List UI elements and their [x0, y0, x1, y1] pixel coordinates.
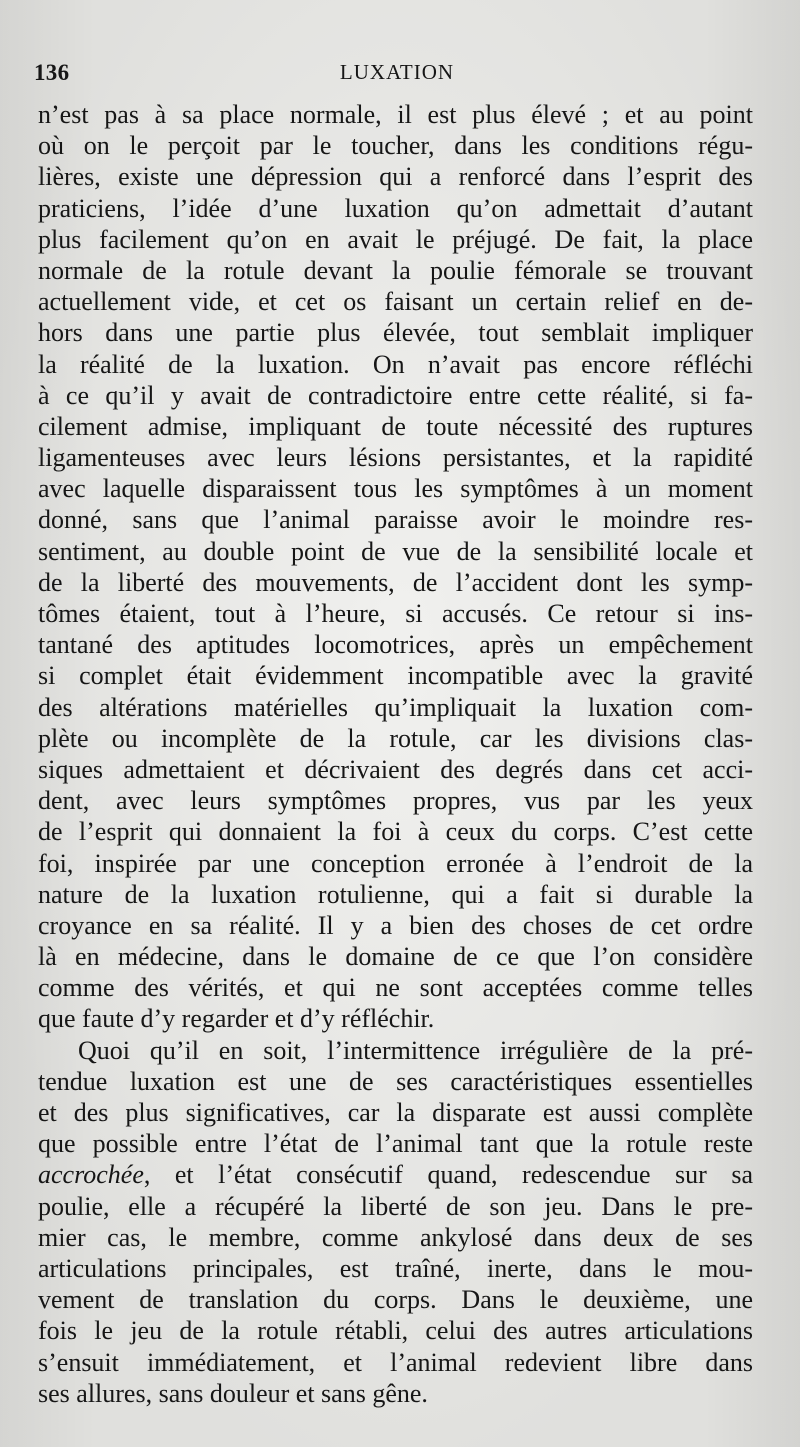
text-line: que faute d’y regarder et d’y réfléchir. — [38, 1004, 435, 1034]
text-line: ses allures, sans douleur et sans gêne. — [38, 1378, 428, 1408]
text-line: hors dans une partie plus élevée, tout semblait impliquer — [38, 318, 753, 348]
running-title: LUXATION — [339, 60, 455, 84]
text-line: donné, sans que l’animal paraisse avoir le moindre res- — [38, 505, 753, 535]
text-line: la réalité de la luxation. On n’avait pas encore réfléchi — [38, 349, 753, 379]
text-line: fois le jeu de la rotule rétabli, celui des autres articulations — [38, 1316, 753, 1346]
text-line: là en médecine, dans le domaine de ce que l’on considère — [38, 942, 753, 972]
text-line: siques admettaient et décrivaient des degrés dans cet acci- — [38, 754, 753, 784]
text-line: plète ou incomplète de la rotule, car les divisions clas- — [38, 723, 753, 753]
text-line: comme des vérités, et qui ne sont acceptées comme telles — [38, 973, 753, 1003]
text-line: Quoi qu’il en soit, l’intermittence irrégulière de la pré- — [78, 1035, 753, 1065]
paragraph — [38, 99, 753, 1035]
text-line: tantané des aptitudes locomotrices, après un empêchement — [38, 630, 753, 660]
text-line: poulie, elle a récupéré la liberté de son jeu. Dans le pre- — [38, 1191, 753, 1221]
text-line: si complet était évidemment incompatible avec la gravité — [38, 661, 753, 691]
text-line: de la liberté des mouvements, de l’accident dont les symp- — [38, 567, 753, 597]
text-line: à ce qu’il y avait de contradictoire entre cette réalité, si fa- — [38, 380, 753, 410]
paragraph — [38, 1035, 753, 1409]
text-line: sentiment, au double point de vue de la sensibilité locale et — [38, 536, 753, 566]
text-line: où on le perçoit par le toucher, dans les conditions régu- — [38, 131, 753, 161]
text-line: plus facilement qu’on en avait le préjugé. De fait, la place — [38, 224, 753, 254]
text-line: praticiens, l’idée d’une luxation qu’on admettait d’autant — [38, 193, 753, 223]
text-line: croyance en sa réalité. Il y a bien des choses de cet ordre — [38, 910, 753, 940]
text-line: avec laquelle disparaissent tous les symptômes à un moment — [38, 474, 753, 504]
text-line: vement de translation du corps. Dans le deuxième, une — [38, 1285, 753, 1315]
text-line: articulations principales, est traîné, inerte, dans le mou- — [38, 1253, 753, 1283]
text-line: et des plus significatives, car la disparate est aussi complète — [38, 1098, 753, 1127]
text-line: s’ensuit immédiatement, et l’animal redevient libre dans — [38, 1347, 753, 1377]
text-line: dent, avec leurs symptômes propres, vus par les yeux — [38, 786, 753, 816]
text-line: tendue luxation est une de ses caractéristiques essentielles — [38, 1066, 753, 1096]
text-line: actuellement vide, et cet os faisant un certain relief en de- — [38, 287, 753, 317]
page-header — [34, 60, 760, 90]
text-line: de l’esprit qui donnaient la foi à ceux du corps. C’est cette — [38, 817, 753, 847]
text-line: cilement admise, impliquant de toute nécessité des ruptures — [38, 411, 753, 441]
text-line: que possible entre l’état de l’animal tant que la rotule reste — [38, 1129, 753, 1159]
text-line: tômes étaient, tout à l’heure, si accusés. Ce retour si ins- — [38, 599, 753, 628]
text-line: normale de la rotule devant la poulie fémorale se trouvant — [38, 255, 753, 285]
text-line: ligamenteuses avec leurs lésions persistantes, et la rapidité — [38, 443, 753, 473]
text-line: lières, existe une dépression qui a renforcé dans l’esprit des — [38, 162, 753, 192]
text-line: accrochée, et l’état consécutif quand, redescendue sur sa — [38, 1160, 753, 1190]
text-line: foi, inspirée par une conception erronée à l’endroit de la — [38, 848, 753, 878]
text-line: nature de la luxation rotulienne, qui a fait si durable la — [38, 879, 753, 909]
body-text — [38, 99, 753, 1409]
page-number: 136 — [34, 60, 70, 85]
text-line: mier cas, le membre, comme ankylosé dans deux de ses — [38, 1222, 753, 1252]
text-line: des altérations matérielles qu’impliquait la luxation com- — [38, 692, 753, 722]
text-line: n’est pas à sa place normale, il est plus élevé ; et au point — [38, 100, 753, 129]
